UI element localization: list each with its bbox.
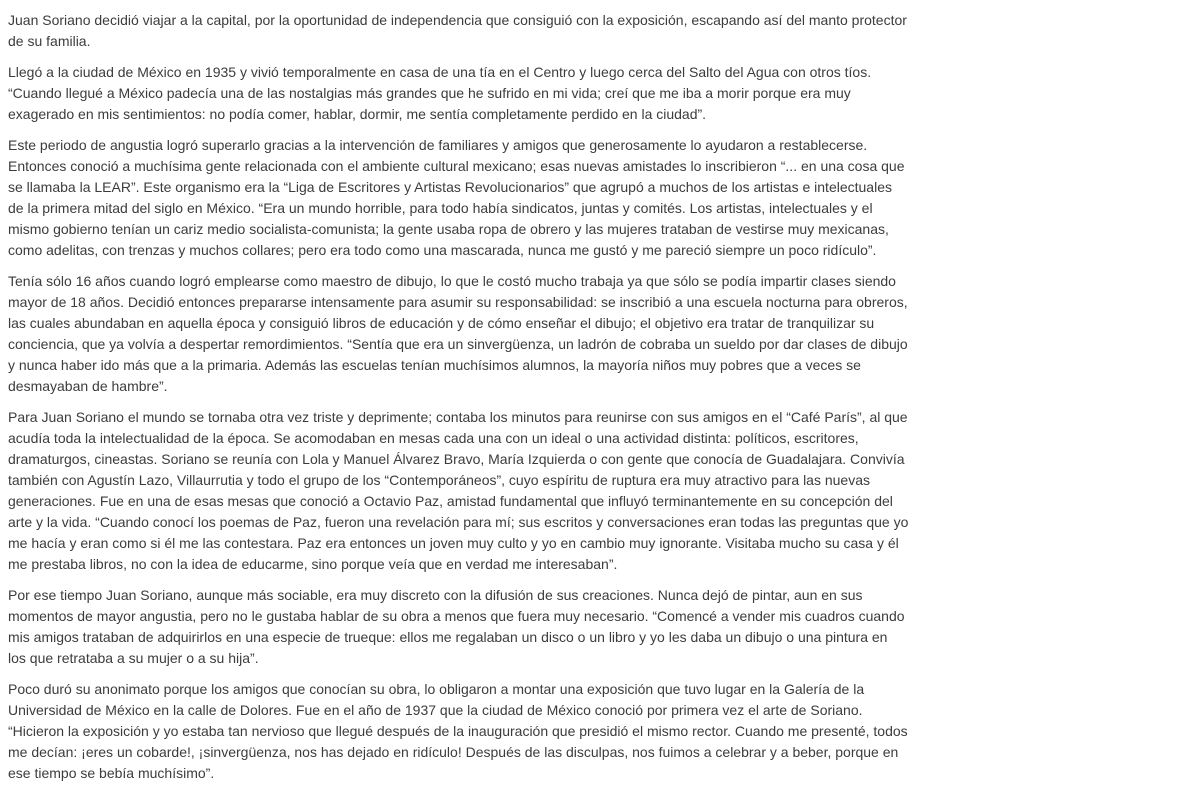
- paragraph-juan-soriano-capital: Juan Soriano decidió viajar a la capital, por la oportunidad de independencia que consiguió con la exposición, escapando así del manto protector de su familia.: [8, 12, 907, 49]
- article-body-text: [0, 10, 909, 804]
- paragraph-llegada-mexico-1935: Llegó a la ciudad de México en 1935 y vivió temporalmente en casa de una tía en el Centro y luego cerca del Salto del Agua con otros tíos. “Cuando llegué a México padecía una de las nostalgias más grandes que he sufrido en mi vida; creí que me iba a morir porque era muy exagerado en mis sentimientos: no podía comer, hablar, dormir, me sentía completamente perdido en la ciudad”.: [8, 64, 872, 122]
- paragraph-cafe-paris-octavio-paz: Para Juan Soriano el mundo se tornaba otra vez triste y deprimente; contaba los minutos para reunirse con sus amigos en el “Café París”, al que acudía toda la intelectualidad de la época. Se acomodaban en mesas cada una con un ideal o una actividad distinta: políticos, escritores, dramaturgos, cineastas. Soriano se reunía con Lola y Manuel Álvarez Bravo, María Izquierda o con gente que conocía de Guadalajara. Convivía también con Agustín Lazo, Villaurrutia y todo el grupo de los “Contemporáneos”, cuyo espíritu de ruptura era muy atractivo para las nuevas generaciones. Fue en una de esas mesas que conoció a Octavio Paz, amistad fundamental que influyó terminantemente en su concepción del arte y la vida. “Cuando conocí los poemas de Paz, fueron una revelación para mí; sus escritos y conversaciones eran todas las preguntas que yo me hacía y eran como si él me las contestara. Paz era entonces un joven muy culto y yo en cambio muy ignorante. Visitaba mucho su casa y él me prestaba libros, no con la idea de educarme, sino porque veía que en verdad me interesaban”.: [8, 409, 909, 572]
- paragraph-periodo-angustia-lear: Este periodo de angustia logró superarlo gracias a la intervención de familiares y amigos que generosamente lo ayudaron a restablecerse. Entonces conoció a muchísima gente relacionada con el ambiente cultural mexicano; esas nuevas amistades lo inscribieron “... en una cosa que se llamaba la LEAR”. Este organismo era la “Liga de Escritores y Artistas Revolucionarios” que agrupó a muchos de los artistas e intelectuales de la primera mitad del siglo en México. “Era un mundo horrible, para todo había sindicatos, juntas y comités. Los artistas, intelectuales y el mismo gobierno tenían un cariz medio socialista-comunista; la gente usaba ropa de obrero y las mujeres trataban de vestirse muy mexicanas, como adelitas, con trenzas y muchos collares; pero era todo como una mascarada, nunca me gustó y me pareció siempre un poco ridículo”.: [8, 137, 905, 258]
- paragraph-discreto-venta-cuadros: Por ese tiempo Juan Soriano, aunque más sociable, era muy discreto con la difusión de sus creaciones. Nunca dejó de pintar, aun en sus momentos de mayor angustia, pero no le gustaba hablar de su obra a menos que fuera muy necesario. “Comencé a vender mis cuadros cuando mis amigos trataban de adquirirlos en una especie de trueque: ellos me regalaban un disco o un libro y yo les daba un dibujo o una pintura en los que retrataba a su mujer o a su hija”.: [8, 587, 905, 666]
- paragraph-exposicion-1937: Poco duró su anonimato porque los amigos que conocían su obra, lo obligaron a montar una exposición que tuvo lugar en la Galería de la Universidad de México en la calle de Dolores. Fue en el año de 1937 que la ciudad de México conoció por primera vez el arte de Soriano. “Hicieron la exposición y yo estaba tan nervioso que llegué después de la inauguración que presidió el mismo rector. Cuando me presenté, todos me decían: ¡eres un cobarde!, ¡sinvergüenza, nos has dejado en ridículo! Después de las disculpas, nos fuimos a celebrar y a beber, porque en ese tiempo se bebía muchísimo”.: [8, 681, 908, 781]
- paragraph-maestro-dibujo-16-anos: Tenía sólo 16 años cuando logró emplearse como maestro de dibujo, lo que le costó mucho trabaja ya que sólo se podía impartir clases siendo mayor de 18 años. Decidió entonces prepararse intensamente para asumir su responsabilidad: se inscribió a una escuela nocturna para obreros, las cuales abundaban en aquella época y consiguió libros de educación y de cómo enseñar el dibujo; el objetivo era tratar de tranquilizar su conciencia, que ya volvía a despertar remordimientos. “Sentía que era un sinvergüenza, un ladrón de cobraba un sueldo por dar clases de dibujo y nunca haber ido más que a la primaria. Además las escuelas tenían muchísimos alumnos, la mayoría niños muy pobres que a veces se desmayaban de hambre”.: [8, 273, 908, 394]
